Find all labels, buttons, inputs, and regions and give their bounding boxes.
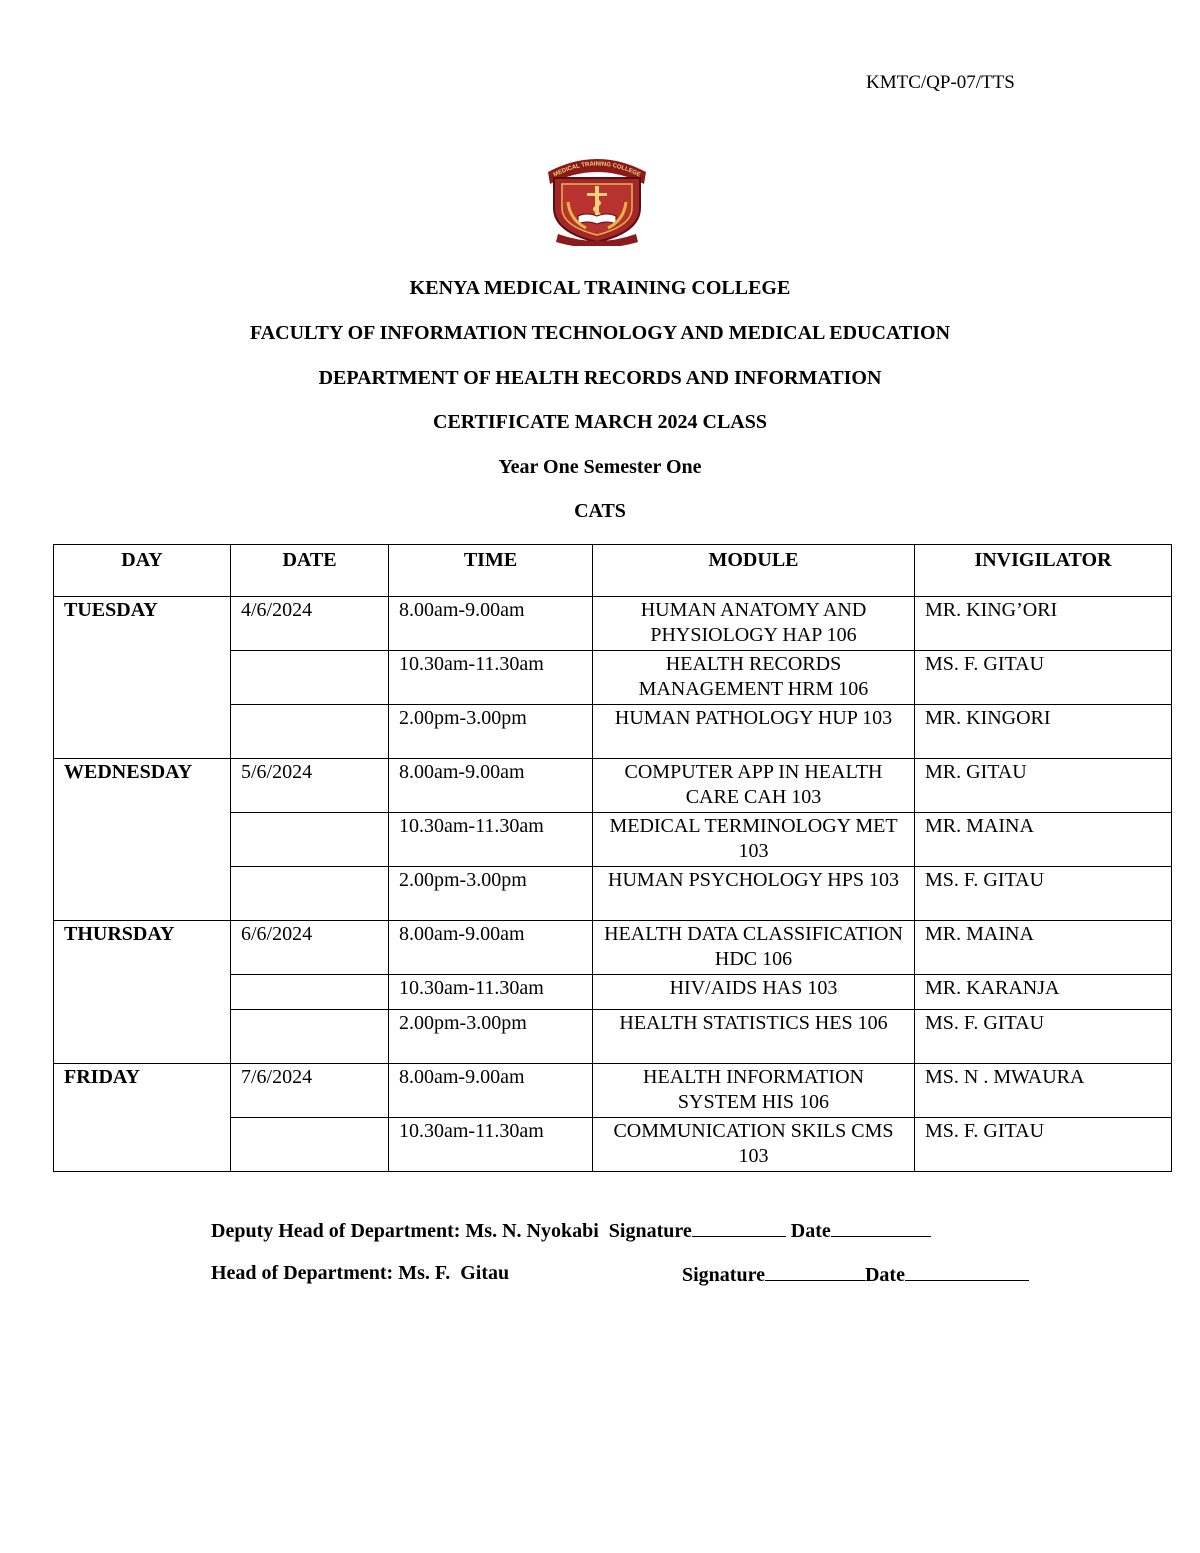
head-role: Head of Department: [211,1262,394,1284]
module-cell: HUMAN PSYCHOLOGY HPS 103 [593,867,915,921]
day-cell: TUESDAY [54,597,231,759]
table-row [54,759,1172,813]
module-cell: HIV/AIDS HAS 103 [593,975,915,1010]
header-time: TIME [389,545,593,597]
time-cell: 2.00pm-3.00pm [389,1010,593,1064]
module-cell: HEALTH DATA CLASSIFICATION HDC 106 [593,921,915,975]
deputy-date-label: Date [790,1220,831,1242]
time-cell: 8.00am-9.00am [389,921,593,975]
date-cell: 4/6/2024 [231,597,389,651]
module-cell: HUMAN ANATOMY AND PHYSIOLOGY HAP 106 [593,597,915,651]
day-cell: THURSDAY [54,921,231,1064]
timetable [53,544,1172,1172]
head-signature-label: Signature [682,1264,765,1286]
time-cell: 10.30am-11.30am [389,813,593,867]
invigilator-cell: MR. MAINA [915,813,1172,867]
date-cell: 5/6/2024 [231,759,389,813]
date-cell: 6/6/2024 [231,921,389,975]
head-signature-blank [765,1262,865,1281]
head-name: Ms. F. Gitau [398,1262,510,1284]
heading-class: CERTIFICATE MARCH 2024 CLASS [433,411,767,433]
heading-faculty: FACULTY OF INFORMATION TECHNOLOGY AND MEDICAL EDUCATION [249,322,951,344]
time-cell: 10.30am-11.30am [389,651,593,705]
heading-department: DEPARTMENT OF HEALTH RECORDS AND INFORMATION [318,367,882,389]
table-row [54,1064,1172,1118]
module-cell: HEALTH STATISTICS HES 106 [593,1010,915,1064]
day-cell: WEDNESDAY [54,759,231,921]
invigilator-cell: MR. GITAU [915,759,1172,813]
day-cell: FRIDAY [54,1064,231,1172]
date-cell [231,705,389,759]
date-cell [231,867,389,921]
deputy-signature-label: Signature [608,1220,692,1242]
date-cell [231,1010,389,1064]
heading-cats: CATS [574,500,626,522]
head-signature-fields [682,1262,1029,1287]
heading-college: KENYA MEDICAL TRAINING COLLEGE [409,277,791,299]
header-day: DAY [54,545,231,597]
module-cell: HEALTH INFORMATION SYSTEM HIS 106 [593,1064,915,1118]
document-code: KMTC/QP-07/TTS [866,72,1015,93]
header-invigilator: INVIGILATOR [915,545,1172,597]
time-cell: 2.00pm-3.00pm [389,705,593,759]
deputy-signature-blank [692,1218,786,1237]
table-row [54,597,1172,651]
date-cell [231,813,389,867]
module-cell: HUMAN PATHOLOGY HUP 103 [593,705,915,759]
head-signature-line [211,1262,509,1285]
table-row [54,921,1172,975]
heading-semester: Year One Semester One [498,456,702,478]
module-cell: HEALTH RECORDS MANAGEMENT HRM 106 [593,651,915,705]
date-cell [231,975,389,1010]
module-cell: MEDICAL TERMINOLOGY MET 103 [593,813,915,867]
invigilator-cell: MS. F. GITAU [915,1118,1172,1172]
header-date: DATE [231,545,389,597]
header-module: MODULE [593,545,915,597]
time-cell: 2.00pm-3.00pm [389,867,593,921]
invigilator-cell: MR. MAINA [915,921,1172,975]
invigilator-cell: MS. F. GITAU [915,867,1172,921]
time-cell: 10.30am-11.30am [389,975,593,1010]
invigilator-cell: MS. F. GITAU [915,651,1172,705]
time-cell: 10.30am-11.30am [389,1118,593,1172]
date-cell: 7/6/2024 [231,1064,389,1118]
time-cell: 8.00am-9.00am [389,597,593,651]
invigilator-cell: MR. KINGORI [915,705,1172,759]
deputy-signature-line [211,1218,931,1243]
kmtc-crest-icon [540,150,654,246]
invigilator-cell: MR. KARANJA [915,975,1172,1010]
time-cell: 8.00am-9.00am [389,759,593,813]
time-cell: 8.00am-9.00am [389,1064,593,1118]
deputy-name: Ms. N. Nyokabi [465,1220,599,1242]
module-cell: COMPUTER APP IN HEALTH CARE CAH 103 [593,759,915,813]
head-date-blank [905,1262,1029,1281]
invigilator-cell: MS. F. GITAU [915,1010,1172,1064]
logo-text: MEDICAL TRAINING COLLEGE [552,161,642,179]
deputy-date-blank [831,1218,931,1237]
head-date-label: Date [864,1264,905,1286]
invigilator-cell: MS. N . MWAURA [915,1064,1172,1118]
deputy-role: Deputy Head of Department: [211,1220,461,1242]
date-cell [231,651,389,705]
module-cell: COMMUNICATION SKILS CMS 103 [593,1118,915,1172]
invigilator-cell: MR. KING’ORI [915,597,1172,651]
date-cell [231,1118,389,1172]
